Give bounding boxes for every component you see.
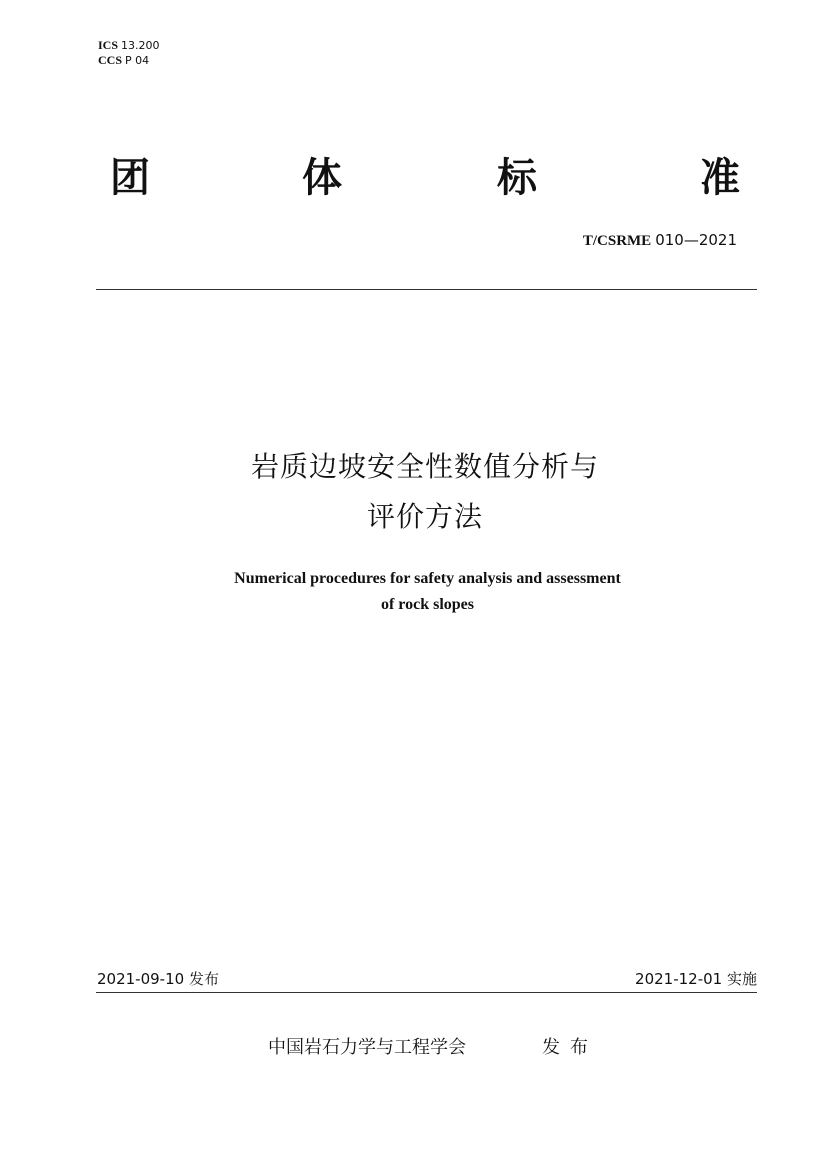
ccs-code: P 04 — [125, 54, 150, 67]
ccs-label: CCS — [98, 53, 123, 67]
heading-char-3: 标 — [497, 155, 537, 201]
top-divider — [96, 289, 757, 290]
classification-codes — [98, 38, 160, 68]
heading-char-1: 团 — [110, 155, 150, 201]
ccs-row — [98, 53, 160, 68]
issue-date: 2021-09-10 发布 — [97, 970, 219, 988]
bottom-divider — [96, 992, 757, 993]
implementation-date: 2021-12-01 实施 — [635, 970, 757, 988]
standard-number — [583, 231, 737, 250]
heading-char-2: 体 — [302, 155, 342, 201]
title-english — [0, 566, 815, 618]
ics-row — [98, 38, 160, 53]
title-chinese-line-2: 评价方法 — [366, 500, 483, 533]
title-chinese — [0, 442, 815, 542]
title-english-line-2: of rock slopes — [380, 596, 475, 613]
ics-label: ICS — [98, 38, 119, 52]
heading-char-4: 准 — [700, 155, 740, 201]
ics-code: 13.200 — [121, 39, 160, 52]
standard-type-heading — [110, 154, 750, 204]
standard-number-prefix: T/CSRME — [582, 233, 652, 249]
publisher-name: 中国岩石力学与工程学会 — [268, 1037, 466, 1058]
title-english-line-1: Numerical procedures for safety analysis and assessment — [234, 570, 621, 587]
publish-label: 发布 — [542, 1037, 598, 1058]
standard-number-code: 010—2021 — [655, 231, 737, 249]
title-chinese-line-1: 岩质边坡安全性数值分析与 — [250, 450, 599, 483]
